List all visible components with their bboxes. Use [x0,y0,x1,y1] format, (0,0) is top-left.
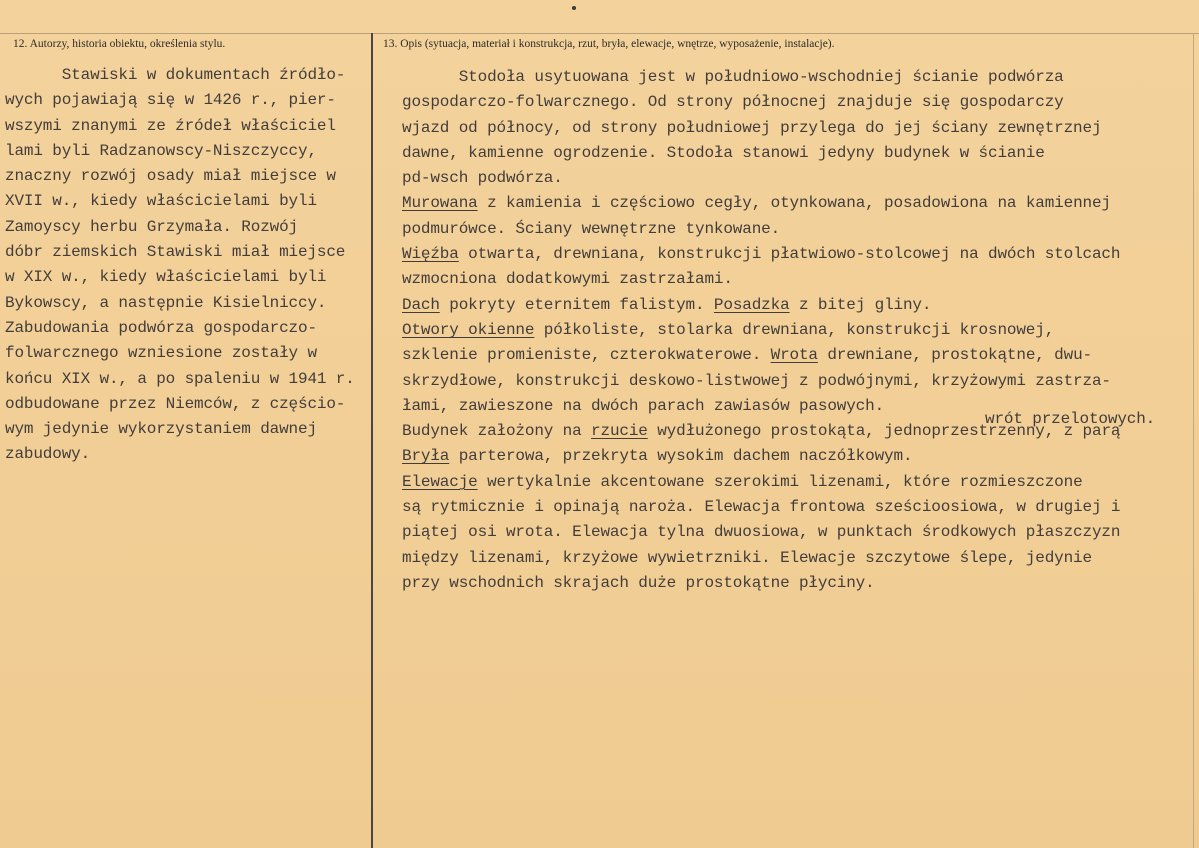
text-segment: parterowa, przekryta wysokim dachem naczółkowym. [449,447,913,466]
description-line [402,343,1120,368]
history-line: Bykowscy, a następnie Kisielniccy. [5,293,327,312]
text-segment: wydłużonego prostokąta, jednoprzestrzenny, z parą [647,422,1121,441]
history-line: w XIX w., kiedy właścicielami byli [5,268,327,287]
text-segment: wjazd od północy, od strony południowej przylega do jej ściany zewnętrznej [402,118,1102,137]
history-line: folwarcznego wzniesione zostały w [5,344,317,363]
history-line: Stawiski w dokumentach źródło- [5,66,346,84]
raised-note: wrót przelotowych. [985,410,1156,428]
text-segment: półkoliste, stolarka drewniana, konstrukcji krosnowej, [534,320,1055,339]
underlined-term: Murowana [402,194,478,213]
history-line: XVII w., kiedy właścicielami byli [5,192,317,211]
description-line [402,90,1120,115]
underlined-term: Więźba [402,245,459,264]
underlined-term: Posadzka [713,295,790,314]
history-line: wych pojawiają się w 1426 r., pier- [5,91,336,110]
description-line [402,444,1120,469]
description-line [402,116,1120,141]
history-line: dóbr ziemskich Stawiski miał miejsce [5,243,346,262]
text-segment: pd-wsch podwórza. [402,169,563,188]
history-line: wym jedynie wykorzystaniem dawnej [5,420,317,439]
text-segment: z kamienia i częściowo cegły, otynkowana, posadowiona na kamiennej [477,194,1111,213]
description-line [402,191,1120,216]
description-line [402,242,1120,267]
section-12-heading: 12. Autorzy, historia obiektu, określenia stylu. [13,38,226,50]
text-segment: podmurówce. Ściany wewnętrzne tynkowane. [402,219,781,238]
text-segment: z bitej gliny. [789,295,932,314]
description-line [402,65,1120,90]
text-segment: skrzydłowe, konstrukcji deskowo-listwowej z podwójnymi, krzyżowymi zastrza- [402,371,1111,390]
text-segment: piątej osi wrota. Elewacja tylna dwuosiowa, w punktach środkowych płaszczyzn [402,523,1121,542]
underlined-term: Otwory okienne [402,320,535,339]
text-segment: otwarta, drewniana, konstrukcji płatwiowo-stolcowej na dwóch stolcach [458,245,1121,264]
underlined-term: Bryła [402,447,450,466]
underlined-term: Wrota [770,346,818,365]
text-segment: gospodarczo-folwarcznego. Od strony północnej znajduje się gospodarczy [402,93,1064,112]
underlined-term: Dach [402,295,440,314]
underlined-term: rzucie [591,422,648,441]
section-13-heading: 13. Opis (sytuacja, materiał i konstrukcja, rzut, bryła, elewacje, wnętrze, wyposażenie, instalacje). [383,38,835,50]
text-segment: Budynek założony na [402,422,592,441]
description-line [402,520,1120,545]
history-line: lami byli Radzanowscy-Niszczyccy, [5,141,317,160]
description-line [402,546,1120,571]
description-line [402,166,1120,191]
description-line [402,293,1120,318]
right-edge-rule [1193,33,1194,848]
text-segment: drewniane, prostokątne, dwu- [817,346,1092,365]
history-line: Zamoyscy herbu Grzymała. Rozwój [5,217,298,236]
history-line: końcu XIX w., a po spaleniu w 1941 r. [5,369,355,388]
description-line [402,470,1120,495]
description-line [402,267,1120,292]
description-line [402,318,1120,343]
description-line [402,141,1120,166]
history-line: odbudowane przez Niemców, z częścio- [5,394,346,413]
column-divider [371,33,373,848]
history-line: znaczny rozwój osady miał miejsce w [5,167,336,186]
text-segment: są rytmicznie i opinają naroża. Elewacja frontowa sześcioosiowa, w drugiej i [402,498,1121,517]
description-line [402,495,1120,520]
text-segment: wzmocniona dodatkowymi zastrzałami. [402,270,733,289]
underlined-term: Elewacje [402,472,478,491]
text-segment: między lizenami, krzyżowe wywietrzniki. Elewacje szczytowe ślepe, jedynie [402,548,1092,567]
description-text [402,65,1120,596]
punch-dot [572,6,576,10]
history-line: Zabudowania podwórza gospodarczo- [5,318,317,337]
text-segment: wertykalnie akcentowane szerokimi lizenami, które rozmieszczone [477,472,1083,491]
text-segment: szklenie promieniste, czterokwaterowe. [402,346,771,365]
text-segment: przy wschodnich skrajach duże prostokątne płyciny. [402,573,875,592]
description-line [402,369,1120,394]
top-rule [0,33,1199,34]
history-line: zabudowy. [5,445,91,464]
text-segment: dawne, kamienne ogrodzenie. Stodoła stanowi jedyny budynek w ścianie [402,143,1045,162]
history-text [5,63,355,468]
history-line: wszymi znanymi ze źródeł właściciel [5,116,336,135]
text-segment: pokryty eternitem falistym. [439,295,714,314]
text-segment: Stodoła usytuowana jest w południowo-wschodniej ścianie podwórza [402,68,1064,86]
description-line [402,571,1120,596]
description-line [402,217,1120,242]
text-segment: łami, zawieszone na dwóch parach zawiasów pasowych. [402,396,885,415]
